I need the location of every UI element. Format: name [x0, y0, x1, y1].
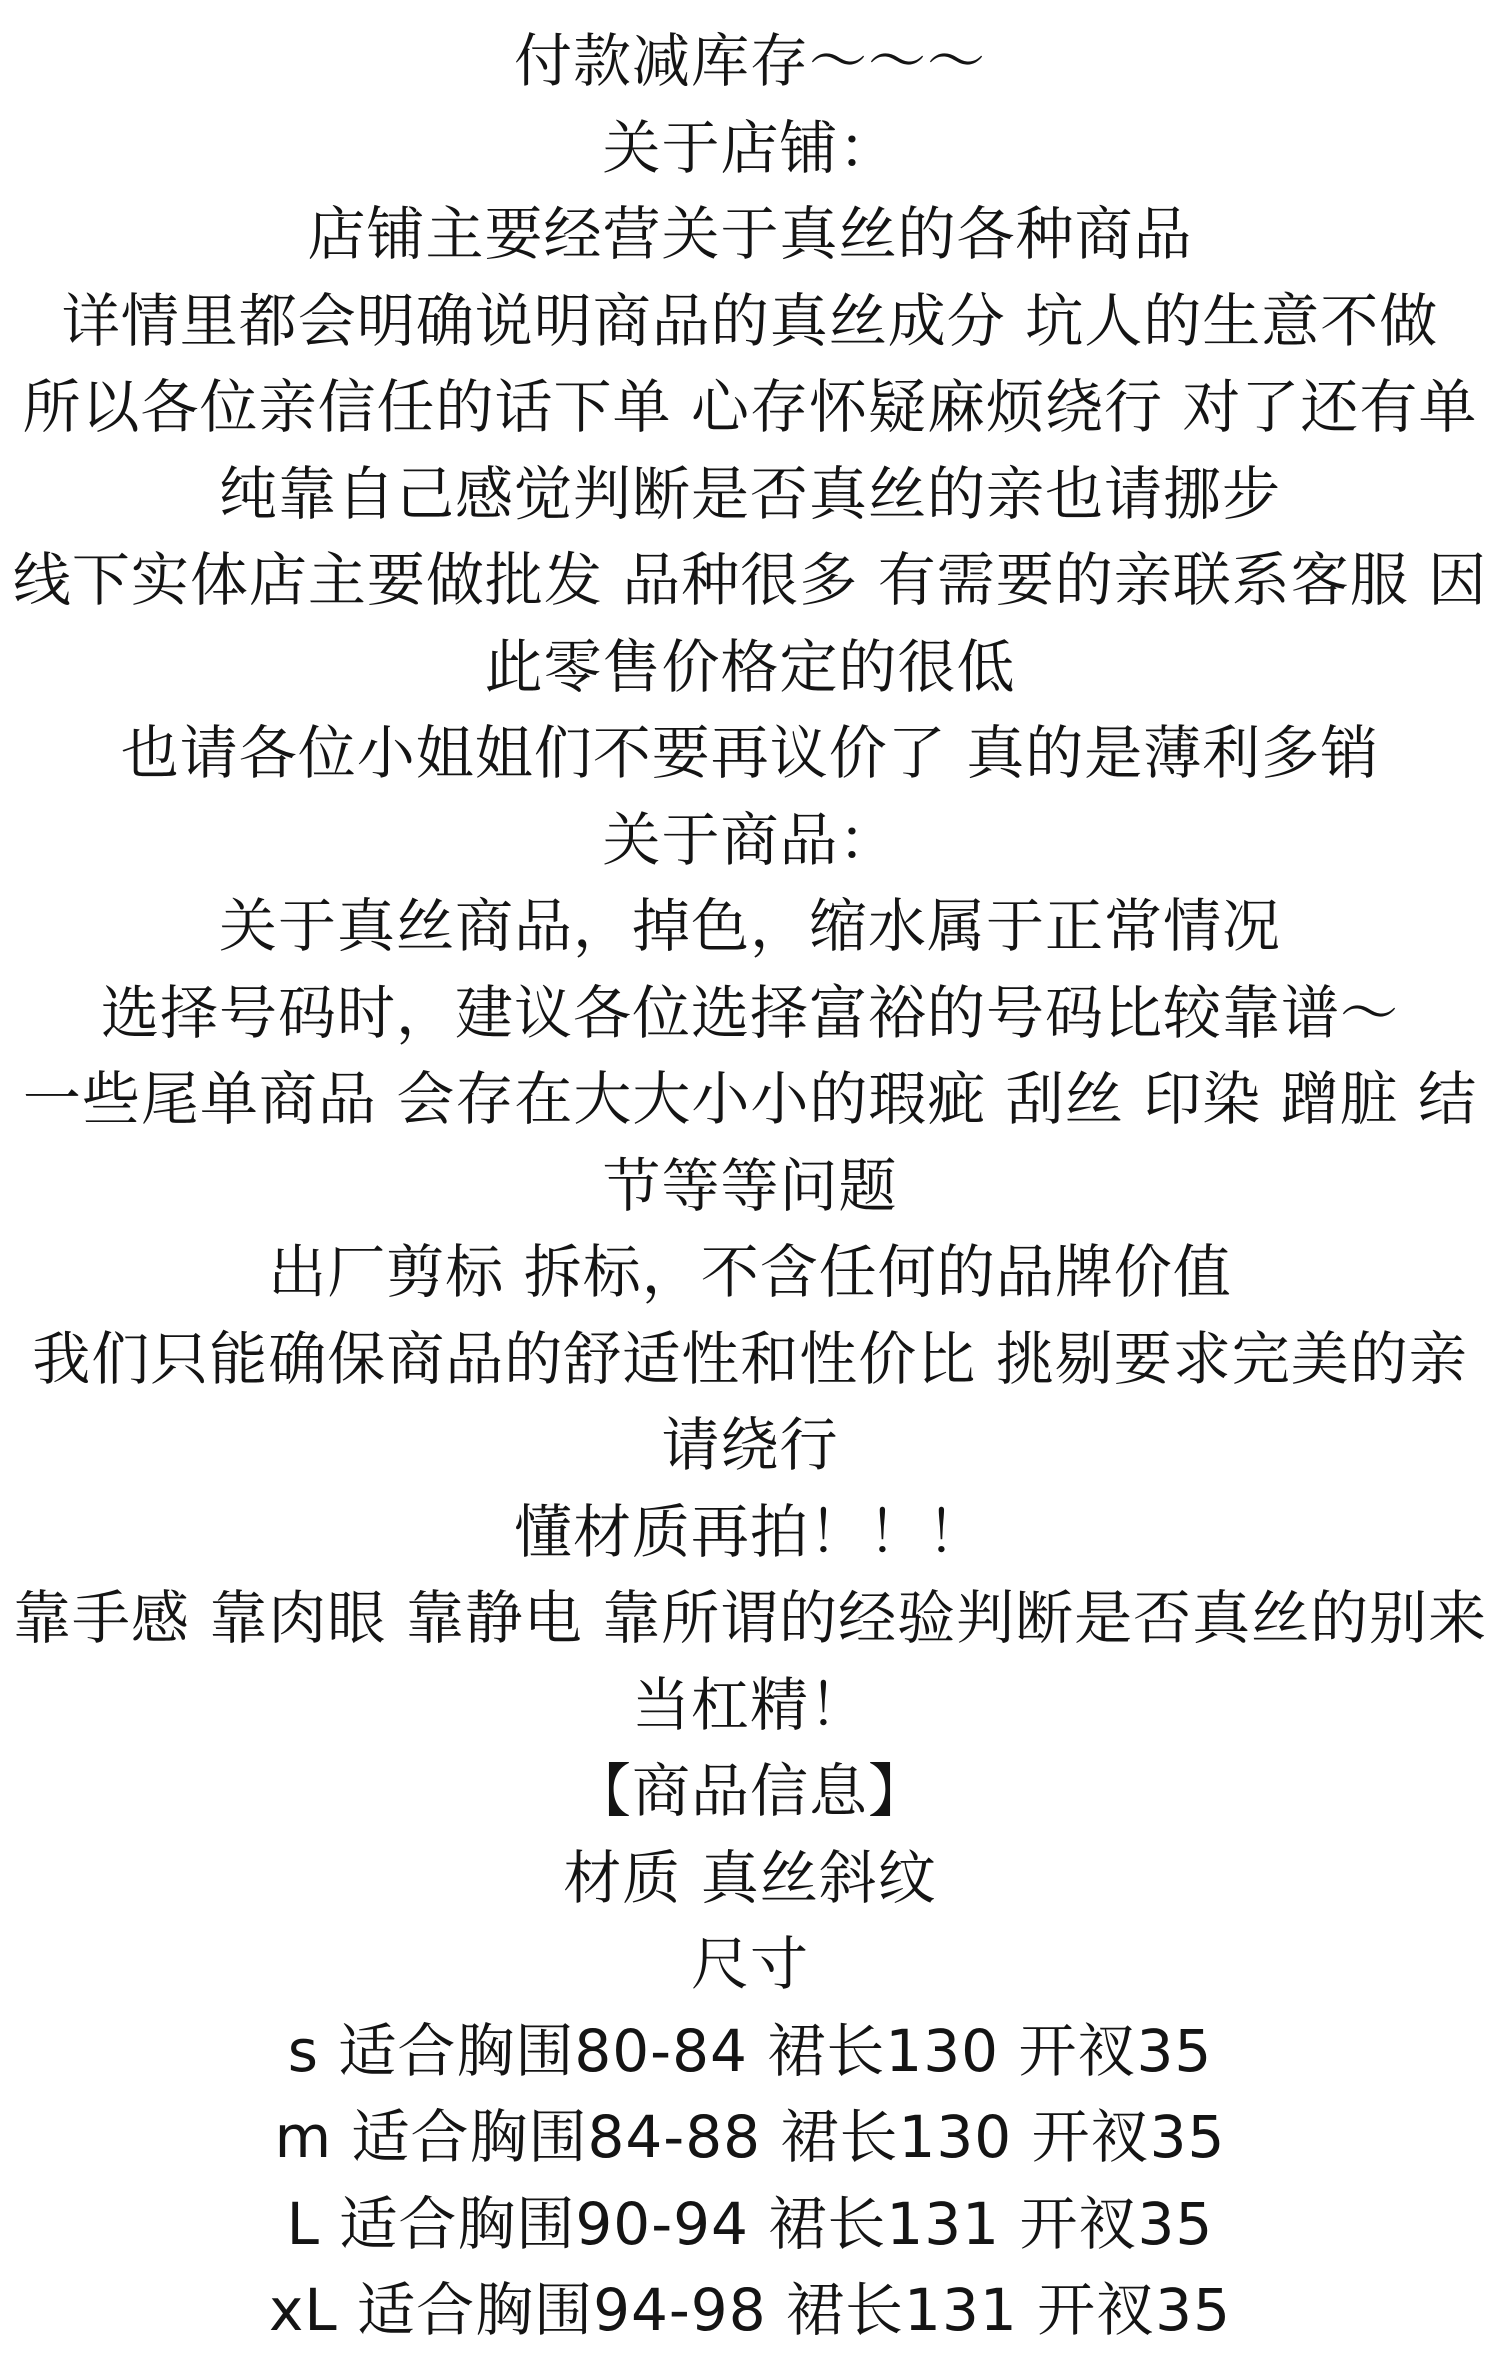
text-line-comfort: 我们只能确保商品的舒适性和性价比 挑剔要求完美的亲请绕行 [32, 1324, 1468, 1479]
heading-product-info: 【商品信息】 [572, 1757, 927, 1825]
heading-about-product: 关于商品： [602, 805, 898, 874]
size-row-m: m 适合胸围84-88 裙长130 开衩35 [274, 2103, 1226, 2171]
text-line-trust: 所以各位亲信任的话下单 心存怀疑麻烦绕行 对了还有单 [22, 373, 1478, 441]
product-description [0, 18, 1500, 2354]
text-line-defects: 一些尾单商品 会存在大大小小的瑕疵 刮丝 印染 蹭脏 结节等等问题 [22, 1065, 1478, 1220]
size-row-xl: xL 适合胸围94-98 裙长131 开衩35 [269, 2276, 1231, 2344]
size-row-s: s 适合胸围80-84 裙长130 开衩35 [287, 2016, 1213, 2085]
size-row-l: L 适合胸围90-94 裙长131 开衩35 [286, 2189, 1214, 2258]
text-line-payment: 付款减库存～～～ [513, 27, 986, 95]
text-line-fading: 关于真丝商品，掉色，缩水属于正常情况 [218, 892, 1281, 960]
text-line-labels: 出厂剪标 拆标，不含任何的品牌价值 [268, 1238, 1232, 1306]
text-line-no-bargain: 也请各位小姐姐们不要再议价了 真的是薄利多销 [120, 719, 1380, 787]
text-line-material: 材质 真丝斜纹 [563, 1843, 937, 1912]
text-line-offline-store: 线下实体店主要做批发 品种很多 有需要的亲联系客服 因此零售价格定的很低 [12, 546, 1488, 701]
text-line-no-trolls: 靠手感 靠肉眼 靠静电 靠所谓的经验判断是否真丝的别来当杠精！ [12, 1584, 1488, 1739]
text-line-know-material: 懂材质再拍！！！ [513, 1497, 986, 1566]
heading-about-shop: 关于店铺： [602, 113, 898, 182]
text-line-judge: 纯靠自己感觉判断是否真丝的亲也请挪步 [218, 459, 1281, 528]
text-line-size-advice: 选择号码时，建议各位选择富裕的号码比较靠谱～ [100, 978, 1399, 1047]
text-line-shop-main: 店铺主要经营关于真丝的各种商品 [307, 200, 1193, 268]
text-line-details: 详情里都会明确说明商品的真丝成分 坑人的生意不做 [61, 286, 1439, 355]
heading-size: 尺寸 [690, 1930, 809, 1998]
